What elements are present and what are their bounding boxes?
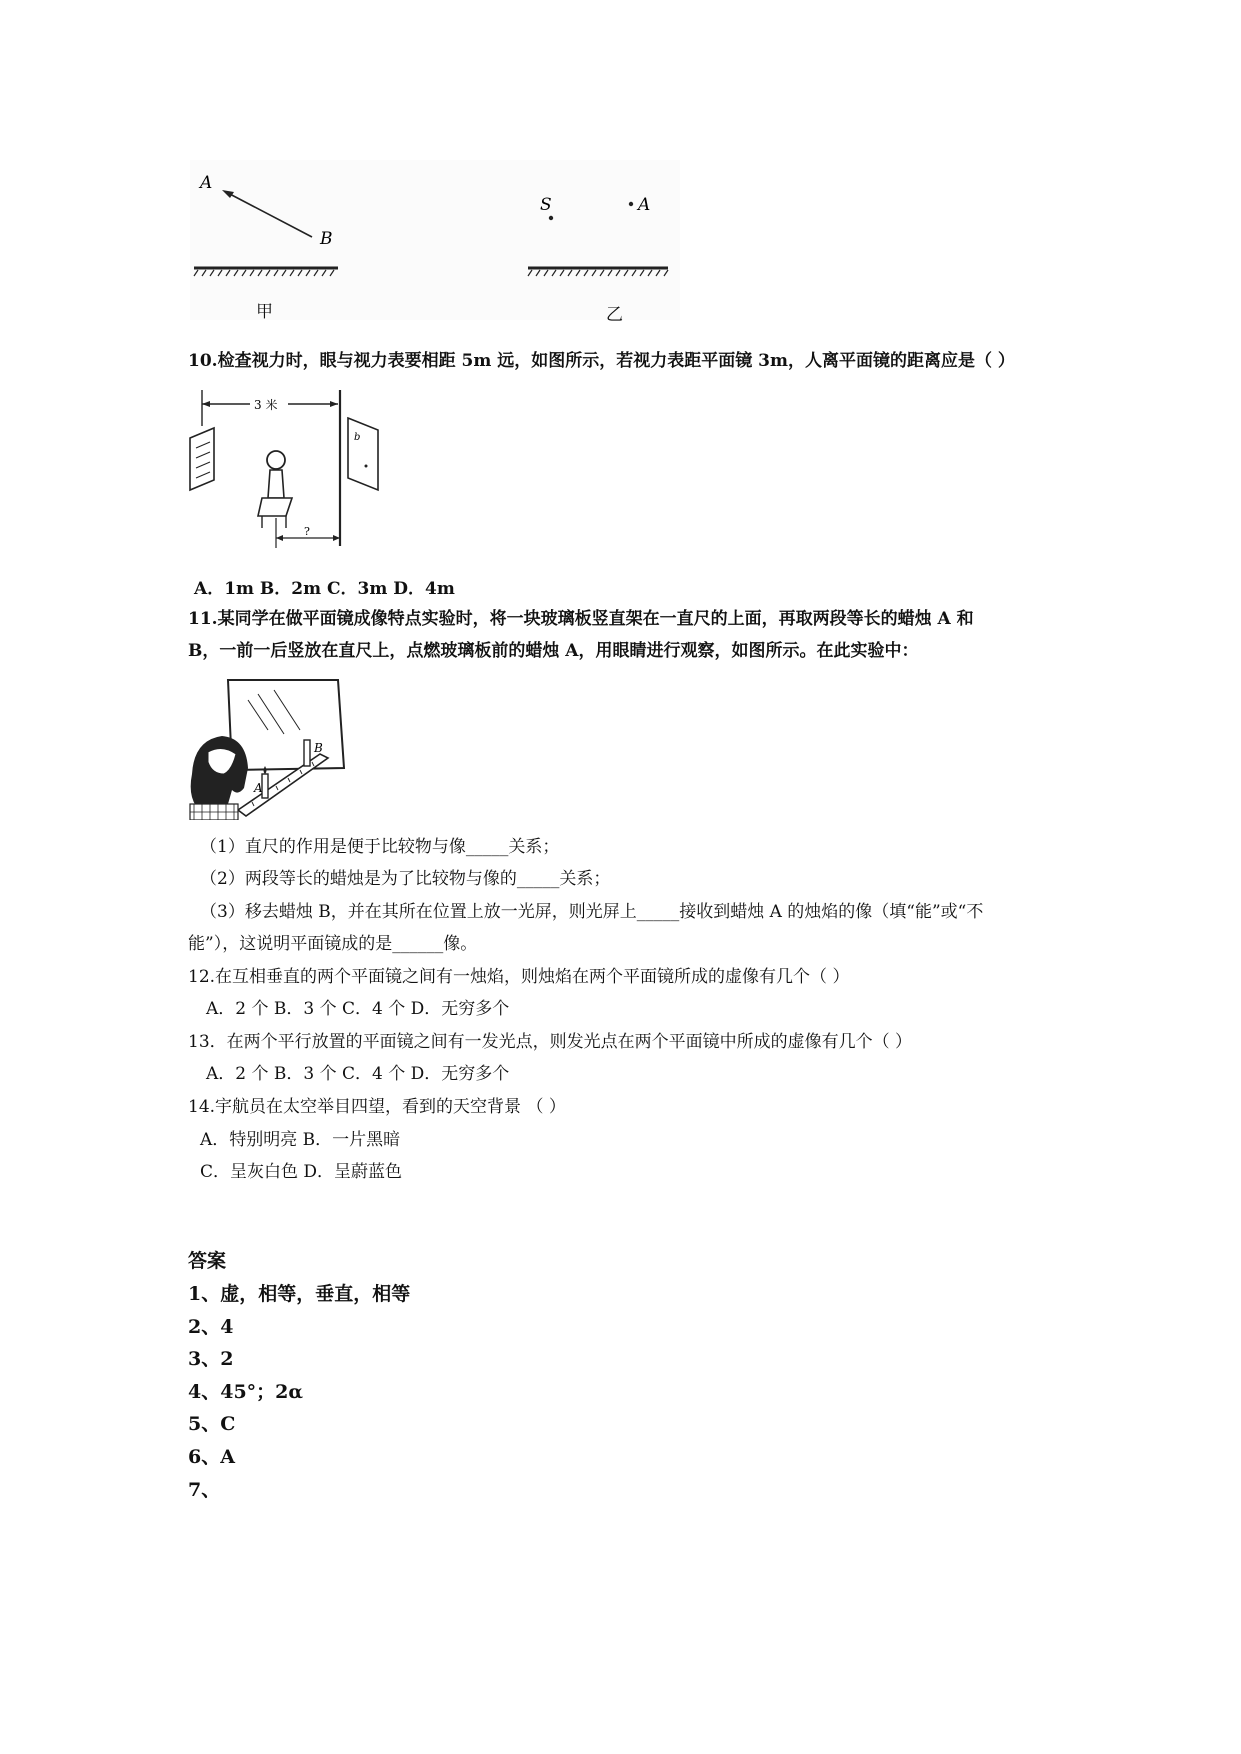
q11-sub1: （1）直尺的作用是便于比较物与像_____关系；: [200, 837, 560, 857]
ray-arrowhead: [222, 190, 234, 198]
figure-mirror-diagrams: [190, 160, 680, 320]
q10-options: A．1m B．2m C．3m D．4m: [194, 579, 455, 599]
answers-title: 答案: [188, 1250, 227, 1272]
q11-stem-line1: 11.某同学在做平面镜成像特点实验时，将一块玻璃板竖直架在一直尺的上面，再取两段等长的蜡烛 A 和: [188, 609, 974, 629]
q10-stem: 10.检查视力时，眼与视力表要相距 5m 远，如图所示，若视力表距平面镜 3m，人离平面镜的距离应是（ ）: [188, 351, 1015, 371]
svg-text:b: b: [354, 432, 361, 443]
q13-stem: 13．在两个平行放置的平面镜之间有一发光点，则发光点在两个平面镜中所成的虚像有几个（ ）: [188, 1032, 913, 1052]
candle-label-b: B: [314, 741, 323, 755]
q11-sub3-line2: 能”），这说明平面镜成的是______像。: [188, 934, 478, 954]
caption-jia: 甲: [256, 302, 273, 322]
q14-options-line1: A．特别明亮 B．一片黑暗: [200, 1130, 401, 1150]
answer-item: 4、45°；2α: [188, 1381, 304, 1403]
label-b-left: B: [320, 229, 333, 249]
person-chair: [258, 498, 292, 516]
answer-item: 3、2: [188, 1348, 234, 1370]
point-s: [549, 216, 553, 220]
dimension-label-bottom: ?: [304, 525, 310, 538]
plane-mirror: [348, 418, 378, 490]
q14-options-line2: C．呈灰白色 D．呈蔚蓝色: [200, 1162, 403, 1182]
answer-item: 1、虚，相等，垂直，相等: [188, 1283, 411, 1305]
candle-label-a: A: [254, 781, 263, 795]
q11-sub2: （2）两段等长的蜡烛是为了比较物与像的_____关系；: [200, 869, 611, 889]
q11-sub3-line1: （3）移去蜡烛 B，并在其所在位置上放一光屏，则光屏上_____接收到蜡烛 A 的烛焰的像（填“能”或“不: [200, 902, 984, 922]
label-a-left: A: [200, 173, 213, 193]
point-a: [629, 202, 633, 206]
eye-test-svg: [188, 388, 388, 553]
mirror-hatch-left: [194, 270, 334, 276]
figure-eye-test: [188, 388, 388, 553]
q11-stem-line2: B，一前一后竖放在直尺上，点燃玻璃板前的蜡烛 A，用眼睛进行观察，如图所示。在此实验中：: [188, 641, 919, 661]
candle-a: [262, 774, 268, 798]
q13-options: A．2 个 B．3 个 C．4 个 D．无穷多个: [206, 1064, 510, 1084]
eye-chart: [190, 428, 214, 490]
dimension-label-top: 3 米: [254, 398, 278, 412]
answer-item: 6、A: [188, 1446, 235, 1468]
mirror-diagram-svg: [190, 160, 680, 320]
answer-item: 5、C: [188, 1413, 236, 1435]
label-a-right: A: [638, 195, 651, 215]
candle-b: [304, 740, 310, 766]
candle-experiment-svg: [188, 670, 348, 820]
q14-stem: 14.宇航员在太空举目四望，看到的天空背景 （ ）: [188, 1097, 566, 1117]
q12-options: A．2 个 B．3 个 C．4 个 D．无穷多个: [206, 999, 510, 1019]
mirror-hatch-right: [528, 270, 668, 276]
person-head: [267, 451, 285, 469]
ray-line: [226, 192, 312, 237]
q12-stem: 12.在互相垂直的两个平面镜之间有一烛焰，则烛焰在两个平面镜所成的虚像有几个（ ）: [188, 967, 850, 987]
label-s-right: S: [540, 195, 552, 215]
figure-candle-experiment: [188, 670, 348, 820]
answer-item: 2、4: [188, 1316, 234, 1338]
caption-yi: 乙: [606, 305, 623, 325]
answer-item: 7、: [188, 1479, 221, 1501]
